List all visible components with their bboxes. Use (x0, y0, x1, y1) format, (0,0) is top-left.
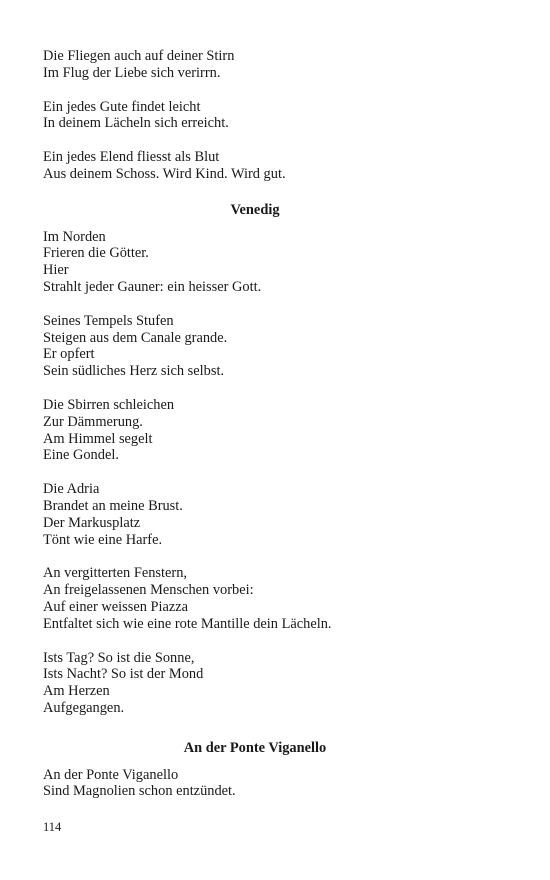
poem-continuation (43, 48, 467, 183)
stanza (43, 313, 467, 380)
page-number: 114 (43, 820, 62, 834)
stanza (43, 229, 467, 296)
poem-title: Venedig (230, 201, 280, 218)
verse-line: Ein jedes Elend fliesst als Blut (43, 149, 220, 166)
verse-line: Im Norden (43, 228, 106, 245)
page-body (43, 48, 467, 817)
verse-line: Ists Nacht? So ist der Mond (43, 666, 204, 683)
verse-line: In deinem Lächeln sich erreicht. (43, 115, 229, 132)
verse-line: Die Fliegen auch auf deiner Stirn (43, 48, 235, 64)
verse-line: An vergitterten Fenstern, (43, 565, 188, 582)
verse-line: Entfaltet sich wie eine rote Mantille dein Lächeln. (43, 615, 332, 632)
verse-line: Am Himmel segelt (43, 430, 153, 447)
stanza (43, 99, 467, 133)
verse-line: Im Flug der Liebe sich verirrn. (43, 64, 221, 81)
verse-line: Der Markusplatz (43, 514, 141, 531)
verse-line: Tönt wie eine Harfe. (43, 531, 163, 548)
poem-venedig (43, 202, 467, 717)
verse-line: Frieren die Götter. (43, 245, 149, 262)
verse-line: Brandet an meine Brust. (43, 497, 183, 514)
verse-line: Steigen aus dem Canale grande. (43, 329, 228, 346)
verse-line: Seines Tempels Stufen (43, 312, 174, 329)
stanza (43, 397, 467, 464)
verse-line: An der Ponte Viganello (43, 766, 179, 783)
stanza (43, 481, 467, 548)
stanza (43, 565, 467, 632)
stanza (43, 149, 467, 183)
verse-line: Er opfert (43, 346, 95, 363)
verse-line: Sein südliches Herz sich selbst. (43, 363, 225, 380)
verse-line: Ists Tag? So ist die Sonne, (43, 649, 195, 666)
stanza (43, 767, 467, 801)
verse-line: Die Adria (43, 481, 100, 498)
verse-line: Aus deinem Schoss. Wird Kind. Wird gut. (43, 165, 286, 182)
verse-line: Am Herzen (43, 683, 110, 700)
verse-line: An freigelassenen Menschen vorbei: (43, 582, 254, 599)
stanza (43, 48, 467, 82)
poem-title: An der Ponte Viganello (183, 739, 327, 756)
verse-line: Hier (43, 262, 69, 279)
verse-line: Eine Gondel. (43, 447, 119, 464)
verse-line: Ein jedes Gute findet leicht (43, 98, 201, 115)
verse-line: Sind Magnolien schon entzündet. (43, 783, 236, 800)
stanza (43, 650, 467, 717)
poem-ponte-viganello (43, 740, 467, 800)
verse-line: Zur Dämmerung. (43, 413, 143, 430)
verse-line: Die Sbirren schleichen (43, 396, 175, 413)
verse-line: Auf einer weissen Piazza (43, 598, 189, 615)
verse-line: Aufgegangen. (43, 699, 125, 716)
verse-line: Strahlt jeder Gauner: ein heisser Gott. (43, 278, 262, 295)
